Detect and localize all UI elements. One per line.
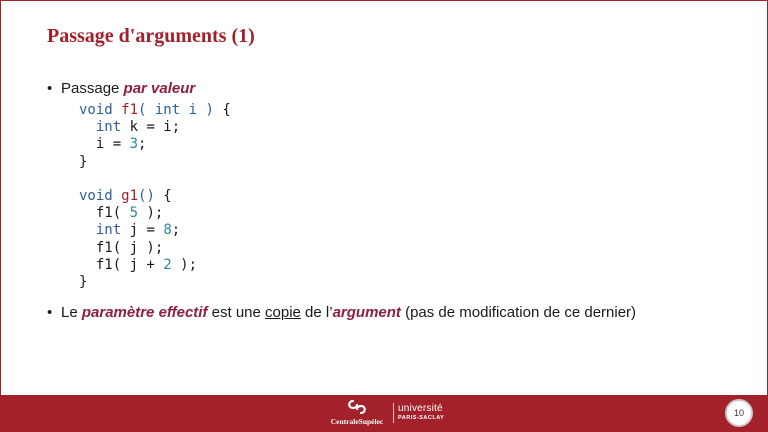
code-line [79, 257, 231, 274]
bullet-marker: • [47, 80, 53, 97]
code-token: i [188, 102, 198, 118]
footer-bar [1, 395, 767, 431]
centralesupelec-logo-icon [346, 397, 368, 417]
code-token [113, 102, 121, 118]
bullet-emphasis: paramètre effectif [81, 304, 208, 321]
code-token: g1 [121, 187, 139, 204]
code-token: { [154, 187, 172, 204]
bullet-marker: • [47, 304, 53, 321]
code-token: k = i; [121, 119, 181, 136]
code-token: 3 [129, 136, 139, 153]
code-token [79, 119, 96, 135]
code-token: j = [121, 222, 164, 239]
code-line [79, 136, 231, 153]
bullet-text: Le [61, 304, 82, 321]
code-token: f1( j + [79, 256, 164, 273]
code-token: } [79, 273, 88, 290]
code-token: void [79, 102, 113, 118]
code-token: ) [197, 102, 223, 118]
code-token: i = [79, 136, 130, 153]
code-token: ; [138, 136, 147, 153]
code-token: 8 [163, 222, 172, 239]
bullet-underlined: copie [265, 304, 301, 321]
universite-paris-saclay-logo [398, 404, 444, 422]
code-line [79, 222, 231, 239]
code-line [79, 171, 231, 188]
bullet-text: Passage [61, 80, 124, 97]
code-token: } [79, 153, 88, 170]
code-line [79, 102, 231, 119]
code-token: ; [171, 222, 181, 239]
code-token: ( [138, 102, 155, 118]
code-token: 2 [163, 256, 172, 273]
bullet-pass-by-value [47, 80, 195, 97]
slide-title: Passage d'arguments (1) [47, 25, 255, 47]
bullet-effective-parameter [47, 304, 636, 321]
code-token [180, 102, 188, 118]
code-token: 5 [129, 205, 139, 222]
bullet-emphasis: argument [332, 304, 401, 321]
code-token: () [138, 187, 155, 204]
code-token: ); [171, 256, 198, 273]
code-line [79, 188, 231, 205]
code-token: void [79, 187, 113, 204]
page-number: 10 [725, 399, 753, 427]
code-token: ); [138, 205, 164, 222]
code-token: f1( [79, 205, 130, 222]
bullet-text: de l’ [300, 304, 333, 321]
code-line [79, 154, 231, 171]
code-token [113, 188, 121, 204]
code-token: f1 [121, 102, 139, 118]
code-token: int [154, 102, 181, 118]
logo-divider [393, 403, 394, 423]
centralesupelec-logo [325, 397, 389, 429]
code-token [79, 222, 96, 238]
universite-logo-line2: PARIS-SACLAY [398, 415, 445, 421]
code-token: int [95, 119, 122, 136]
centralesupelec-logo-text: CentraleSupélec [330, 417, 384, 426]
bullet-text: (pas de modification de ce dernier) [400, 304, 637, 321]
code-line [79, 274, 231, 291]
bullet-text: est une [207, 304, 266, 321]
code-token: int [95, 222, 122, 239]
code-line [79, 119, 231, 136]
code-token: f1( j ); [79, 239, 164, 256]
code-line [79, 240, 231, 257]
code-token: { [222, 102, 231, 118]
bullet-emphasis: par valeur [123, 80, 196, 97]
code-line [79, 205, 231, 222]
code-block [79, 102, 231, 291]
universite-logo-line1: université [398, 403, 443, 414]
